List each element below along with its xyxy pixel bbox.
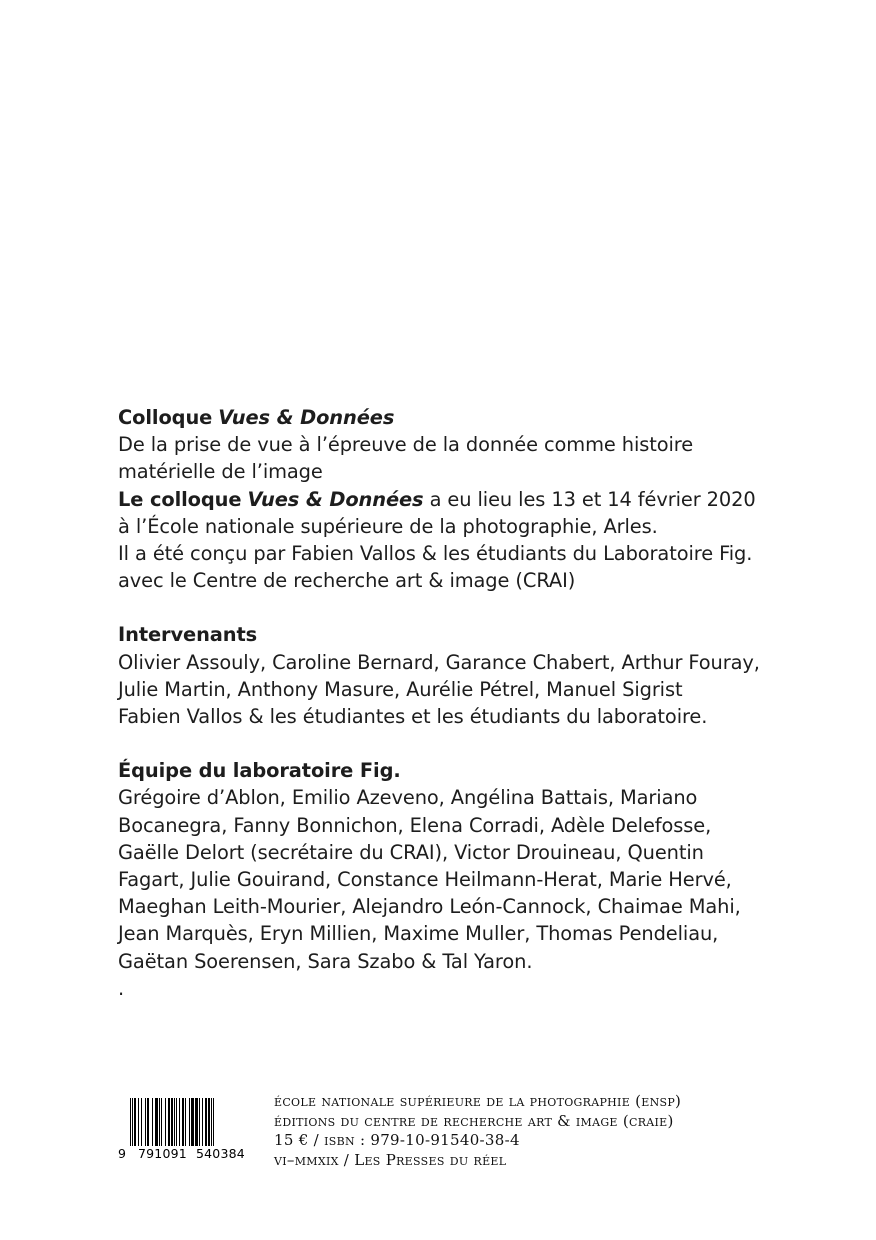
intervenants-line: Olivier Assouly, Caroline Bernard, Garance Chabert, Arthur Fouray, xyxy=(118,650,760,674)
colophon-line-4: vi–mmxix / Les Presses du réel xyxy=(274,1150,507,1169)
back-cover-text xyxy=(118,404,818,1002)
equipe-line: Jean Marquès, Eryn Millien, Maxime Muller, Thomas Pendeliau, xyxy=(118,922,719,946)
equipe-line: Fagart, Julie Gouirand, Constance Heilmann-Herat, Marie Hervé, xyxy=(118,868,732,892)
spacer xyxy=(118,594,818,621)
barcode-digits xyxy=(118,1146,256,1162)
colophon-line-2: éditions du centre de recherche art & image (craie) xyxy=(274,1111,674,1130)
colophon xyxy=(274,1092,754,1170)
intervenants-heading: Intervenants xyxy=(118,623,258,647)
isbn-barcode xyxy=(118,1096,256,1164)
spacer xyxy=(118,730,818,757)
equipe-line: Grégoire d’Ablon, Emilio Azeveno, Angélina Battais, Mariano xyxy=(118,786,698,810)
equipe-line: Gaëlle Delort (secrétaire du CRAI), Victor Drouineau, Quentin xyxy=(118,840,704,864)
colloque-info-line-1: Le colloque Vues & Données a eu lieu les 13 et 14 février 2020 xyxy=(118,487,756,511)
equipe-line: Maeghan Leith-Mourier, Alejandro León-Cannock, Chaimae Mahi, xyxy=(118,895,741,919)
equipe-line: Bocanegra, Fanny Bonnichon, Elena Corradi, Adèle Delefosse, xyxy=(118,813,712,837)
equipe-line: Gaëtan Soerensen, Sara Szabo & Tal Yaron. xyxy=(118,949,533,973)
barcode-digits-left: 791091 xyxy=(138,1146,187,1161)
trailing-dot: . xyxy=(118,976,125,1000)
barcode-digits-right: 540384 xyxy=(196,1146,245,1161)
equipe-heading: Équipe du laboratoire Fig. xyxy=(118,759,401,783)
intervenants-line: Fabien Vallos & les étudiantes et les étudiants du laboratoire. xyxy=(118,705,708,729)
colloque-subtitle-line-2: matérielle de l’image xyxy=(118,460,323,484)
crai-link: Centre de recherche art & image xyxy=(192,569,510,593)
colophon-line-3: 15 € / isbn : 979-10-91540-38-4 xyxy=(274,1131,520,1149)
colloque-info-line-3: Il a été conçu par Fabien Vallos & les étudiants du Laboratoire Fig. xyxy=(118,542,753,566)
barcode-digit-first: 9 xyxy=(118,1146,126,1161)
laboratoire-fig-link: Laboratoire Fig xyxy=(603,542,747,566)
intervenants-line: Julie Martin, Anthony Masure, Aurélie Pétrel, Manuel Sigrist xyxy=(118,677,683,701)
colloque-info-line-2: à l’École nationale supérieure de la photographie, Arles. xyxy=(118,514,658,538)
barcode-bars xyxy=(130,1098,254,1146)
colloque-heading: Colloque Vues & Données xyxy=(118,406,395,429)
barcode-bar xyxy=(213,1098,214,1146)
colophon-line-1: école nationale supérieure de la photographie (ensp) xyxy=(274,1092,682,1110)
colloque-info-line-4: avec le Centre de recherche art & image (CRAI) xyxy=(118,569,576,593)
colloque-subtitle-line-1: De la prise de vue à l’épreuve de la donnée comme histoire xyxy=(118,433,694,457)
